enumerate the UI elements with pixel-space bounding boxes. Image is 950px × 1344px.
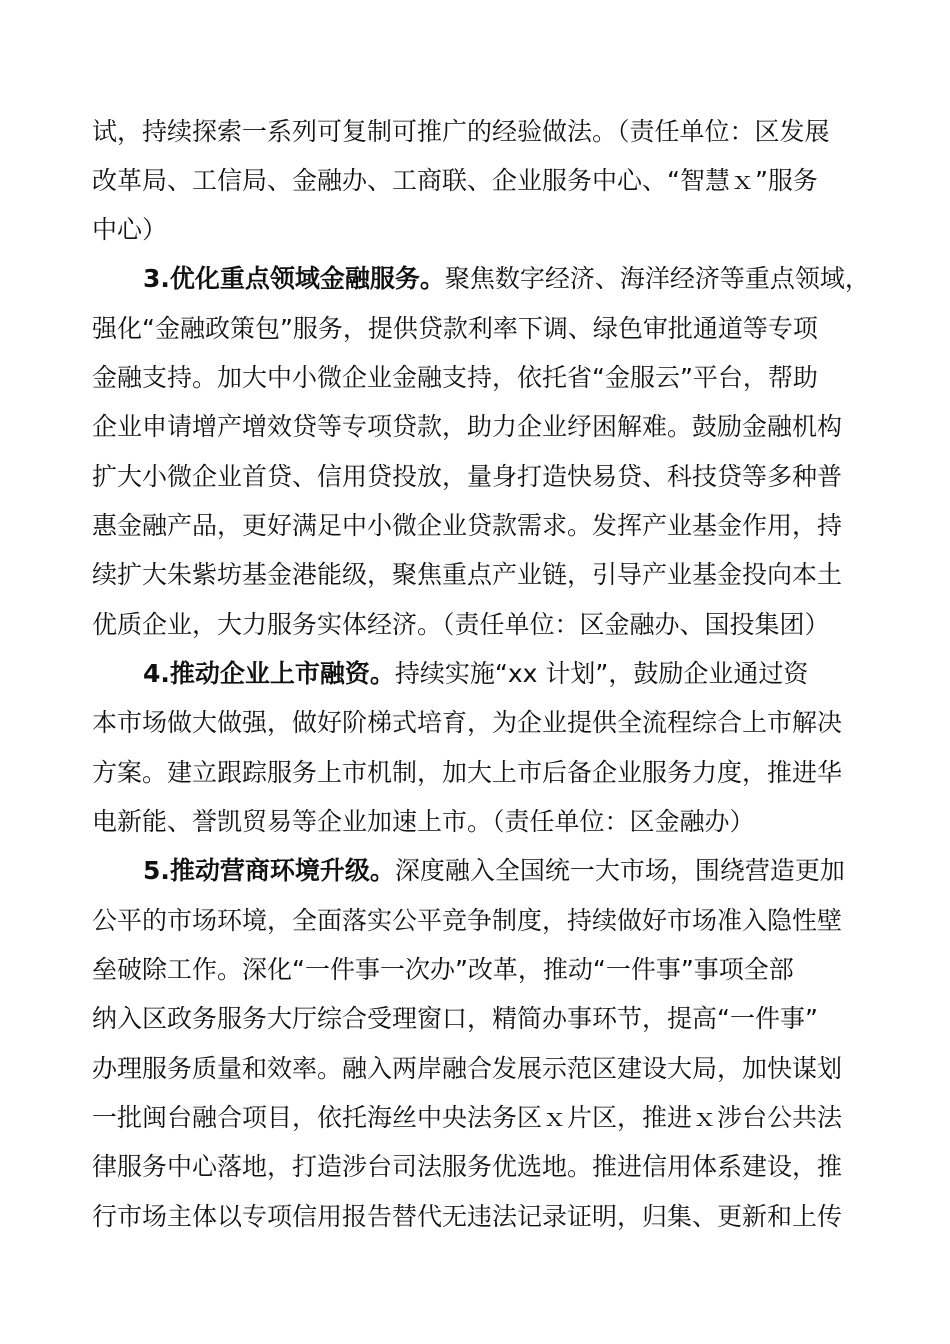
paragraph-first-line xyxy=(143,254,893,304)
section-heading: 4.推动企业上市融资。 xyxy=(143,659,395,688)
text-line: 公平的市场环境，全面落实公平竞争制度，持续做好市场准入隐性壁 xyxy=(92,906,843,935)
text-line: 试，持续探索一系列可复制可推广的经验做法。（责任单位：区发展 xyxy=(92,117,830,146)
text-line: 强化“金融政策包”服务，提供贷款利率下调、绿色审批通道等专项 xyxy=(92,314,818,343)
text-line: 惠金融产品，更好满足中小微企业贷款需求。发挥产业基金作用，持 xyxy=(92,511,843,540)
paragraph-first-line xyxy=(143,846,893,896)
text-line: 方案。建立跟踪服务上市机制，加大上市后备企业服务力度，推进华 xyxy=(92,758,843,787)
text-run: 持续实施“xx 计划”，鼓励企业通过资 xyxy=(394,659,809,688)
text-run: 聚焦数字经济、海洋经济等重点领域， xyxy=(444,264,870,293)
text-line: 金融支持。加大中小微企业金融支持，依托省“金服云”平台，帮助 xyxy=(92,363,818,392)
text-line: 中心） xyxy=(92,215,168,244)
text-line: 优质企业，大力服务实体经济。（责任单位：区金融办、国投集团） xyxy=(92,610,830,639)
text-line: 一批闽台融合项目，依托海丝中央法务区ｘ片区，推进ｘ涉台公共法 xyxy=(92,1103,843,1132)
text-line: 办理服务质量和效率。融入两岸融合发展示范区建设大局，加快谋划 xyxy=(92,1054,843,1083)
text-line: 电新能、誉凯贸易等企业加速上市。（责任单位：区金融办） xyxy=(92,807,755,836)
section-heading: 3.优化重点领域金融服务。 xyxy=(143,264,445,293)
text-line: 本市场做大做强，做好阶梯式培育，为企业提供全流程综合上市解决 xyxy=(92,708,843,737)
text-line: 企业申请增产增效贷等专项贷款，助力企业纾困解难。鼓励金融机构 xyxy=(92,412,843,441)
text-line: 律服务中心落地，打造涉台司法服务优选地。推进信用体系建设，推 xyxy=(92,1152,843,1181)
text-line: 改革局、工信局、金融办、工商联、企业服务中心、“智慧ｘ”服务 xyxy=(92,166,818,195)
text-line: 垒破除工作。深化“一件事一次办”改革，推动“一件事”事项全部 xyxy=(92,955,794,984)
text-line: 续扩大朱紫坊基金港能级，聚焦重点产业链，引导产业基金投向本土 xyxy=(92,560,843,589)
text-line: 行市场主体以专项信用报告替代无违法记录证明，归集、更新和上传 xyxy=(92,1202,843,1231)
section-heading: 5.推动营商环境升级。 xyxy=(143,856,395,885)
paragraph-first-line xyxy=(143,649,893,699)
text-line: 扩大小微企业首贷、信用贷投放，量身打造快易贷、科技贷等多种普 xyxy=(92,462,843,491)
text-run: 深度融入全国统一大市场，围绕营造更加 xyxy=(394,856,845,885)
text-line: 纳入区政务服务大厅综合受理窗口，精简办事环节，提高“一件事” xyxy=(92,1004,818,1033)
